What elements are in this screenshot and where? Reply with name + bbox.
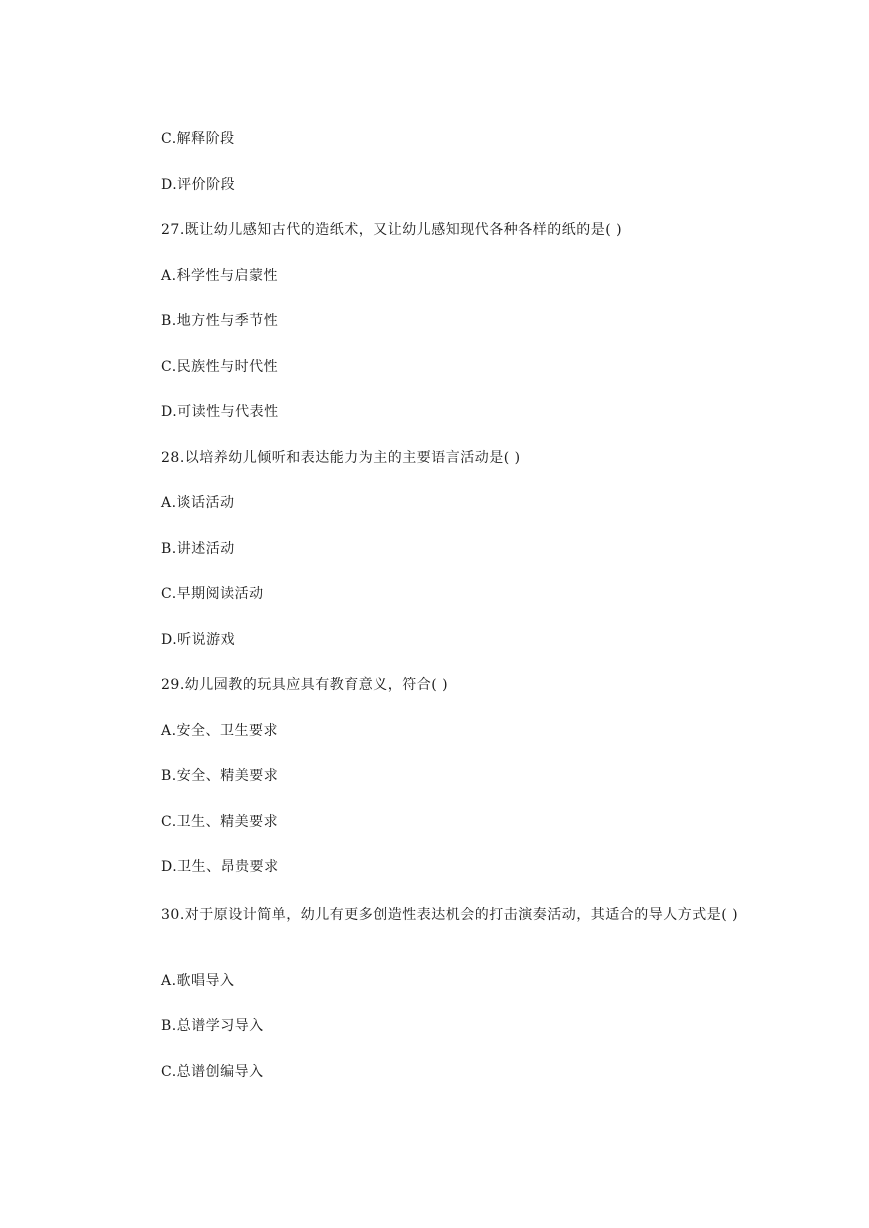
question-29: 29.幼儿园教的玩具应具有教育意义，符合( ) [161,677,449,693]
option-c-28: C.早期阅读活动 [161,586,264,602]
option-c-27: C.民族性与时代性 [161,359,279,375]
option-d-28: D.听说游戏 [161,632,236,648]
question-30: 30.对于原设计简单，幼儿有更多创造性表达机会的打击演奏活动，其适合的导人方式是( ) [161,907,739,923]
option-a-29: A.安全、卫生要求 [161,723,279,739]
option-a-27: A.科学性与启蒙性 [161,268,279,284]
option-b-27: B.地方性与季节性 [161,313,279,329]
question-27: 27.既让幼儿感知古代的造纸术，又让幼儿感知现代各种各样的纸的是( ) [161,222,623,238]
option-d-29: D.卫生、昂贵要求 [161,859,279,875]
question-28: 28.以培养幼儿倾听和表达能力为主的主要语言活动是( ) [161,450,521,466]
option-c-26: C.解释阶段 [161,131,235,147]
option-b-29: B.安全、精美要求 [161,768,279,784]
option-b-30: B.总谱学习导入 [161,1018,264,1034]
option-a-30: A.歌唱导入 [161,973,235,989]
option-d-27: D.可读性与代表性 [161,404,279,420]
option-d-26: D.评价阶段 [161,177,236,193]
option-b-28: B.讲述活动 [161,541,235,557]
option-c-29: C.卫生、精美要求 [161,814,279,830]
option-c-30: C.总谱创编导入 [161,1064,264,1080]
option-a-28: A.谈话活动 [161,495,235,511]
